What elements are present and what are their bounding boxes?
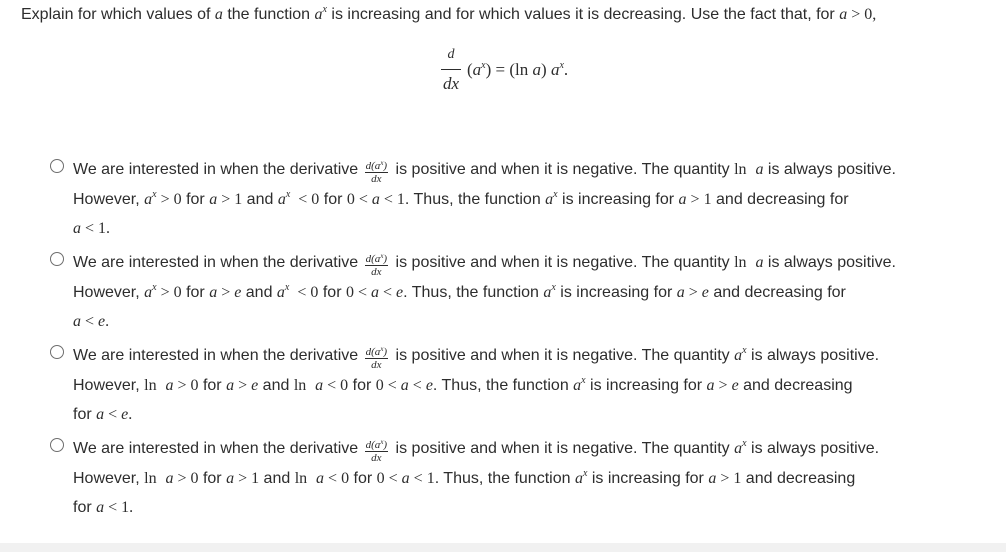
bottom-divider <box>0 543 1006 552</box>
option-b-text: We are interested in when the derivative $\frac{d(a^x)}{dx}$ is positive and when it is negative. The quantity ln a is always positive. However, $a^x > 0$ for a > e and $a^x < 0$ for 0 < a < e. Thus, the function $a^x$ is increasing for a > e and decreasing for a < e. <box>73 252 896 330</box>
option-d-text: We are interested in when the derivative $\frac{d(a^x)}{dx}$ is positive and when it is negative. The quantity $a^x$ is always positive. However, ln a > 0 for a > 1 and ln a < 0 for 0 < a < 1. Thus, the function $a^x$ is increasing for a > 1 and decreasing for a < 1. <box>73 438 880 516</box>
math-var: a <box>214 6 223 23</box>
derivative-fraction: $\frac{d(a^x)}{dx}$ <box>365 159 388 185</box>
d-dx-fraction: d dx <box>442 47 460 93</box>
radio-button-a[interactable] <box>50 159 64 173</box>
math-var: $a^x$ <box>314 4 327 23</box>
question-text: is increasing and for which values it is decreasing. Use the fact that, for <box>326 6 840 23</box>
option-c-text: We are interested in when the derivative $\frac{d(a^x)}{dx}$ is positive and when it is negative. The quantity $a^x$ is always positive. However, ln a > 0 for a > e and ln a < 0 for 0 < a < e. Thus, the function $a^x$ is increasing for a > e and decreasing for a < e. <box>73 345 880 423</box>
option-a-text: We are interested in when the derivative $\frac{d(a^x)}{dx}$ is positive and when it is negative. The quantity ln a is always positive. However, $a^x > 0$ for a > 1 and $a^x < 0$ for 0 < a < 1. Thus, the function $a^x$ is increasing for a > 1 and decreasing for a < 1. <box>73 159 896 237</box>
math-var: a <box>839 6 848 23</box>
question-text: the function <box>222 6 315 23</box>
radio-button-b[interactable] <box>50 252 64 266</box>
equation-rhs: $(a^x) = (\ln$ a) $a^x$. <box>467 60 569 79</box>
derivative-fraction: $\frac{d(a^x)}{dx}$ <box>365 438 388 464</box>
question-text: > 0, <box>847 6 877 23</box>
radio-button-c[interactable] <box>50 345 64 359</box>
question-text: Explain for which values of <box>21 6 215 23</box>
derivative-fraction: $\frac{d(a^x)}{dx}$ <box>365 252 388 278</box>
question-prompt <box>21 4 1001 26</box>
derivative-fraction: $\frac{d(a^x)}{dx}$ <box>365 345 388 371</box>
radio-button-d[interactable] <box>50 438 64 452</box>
